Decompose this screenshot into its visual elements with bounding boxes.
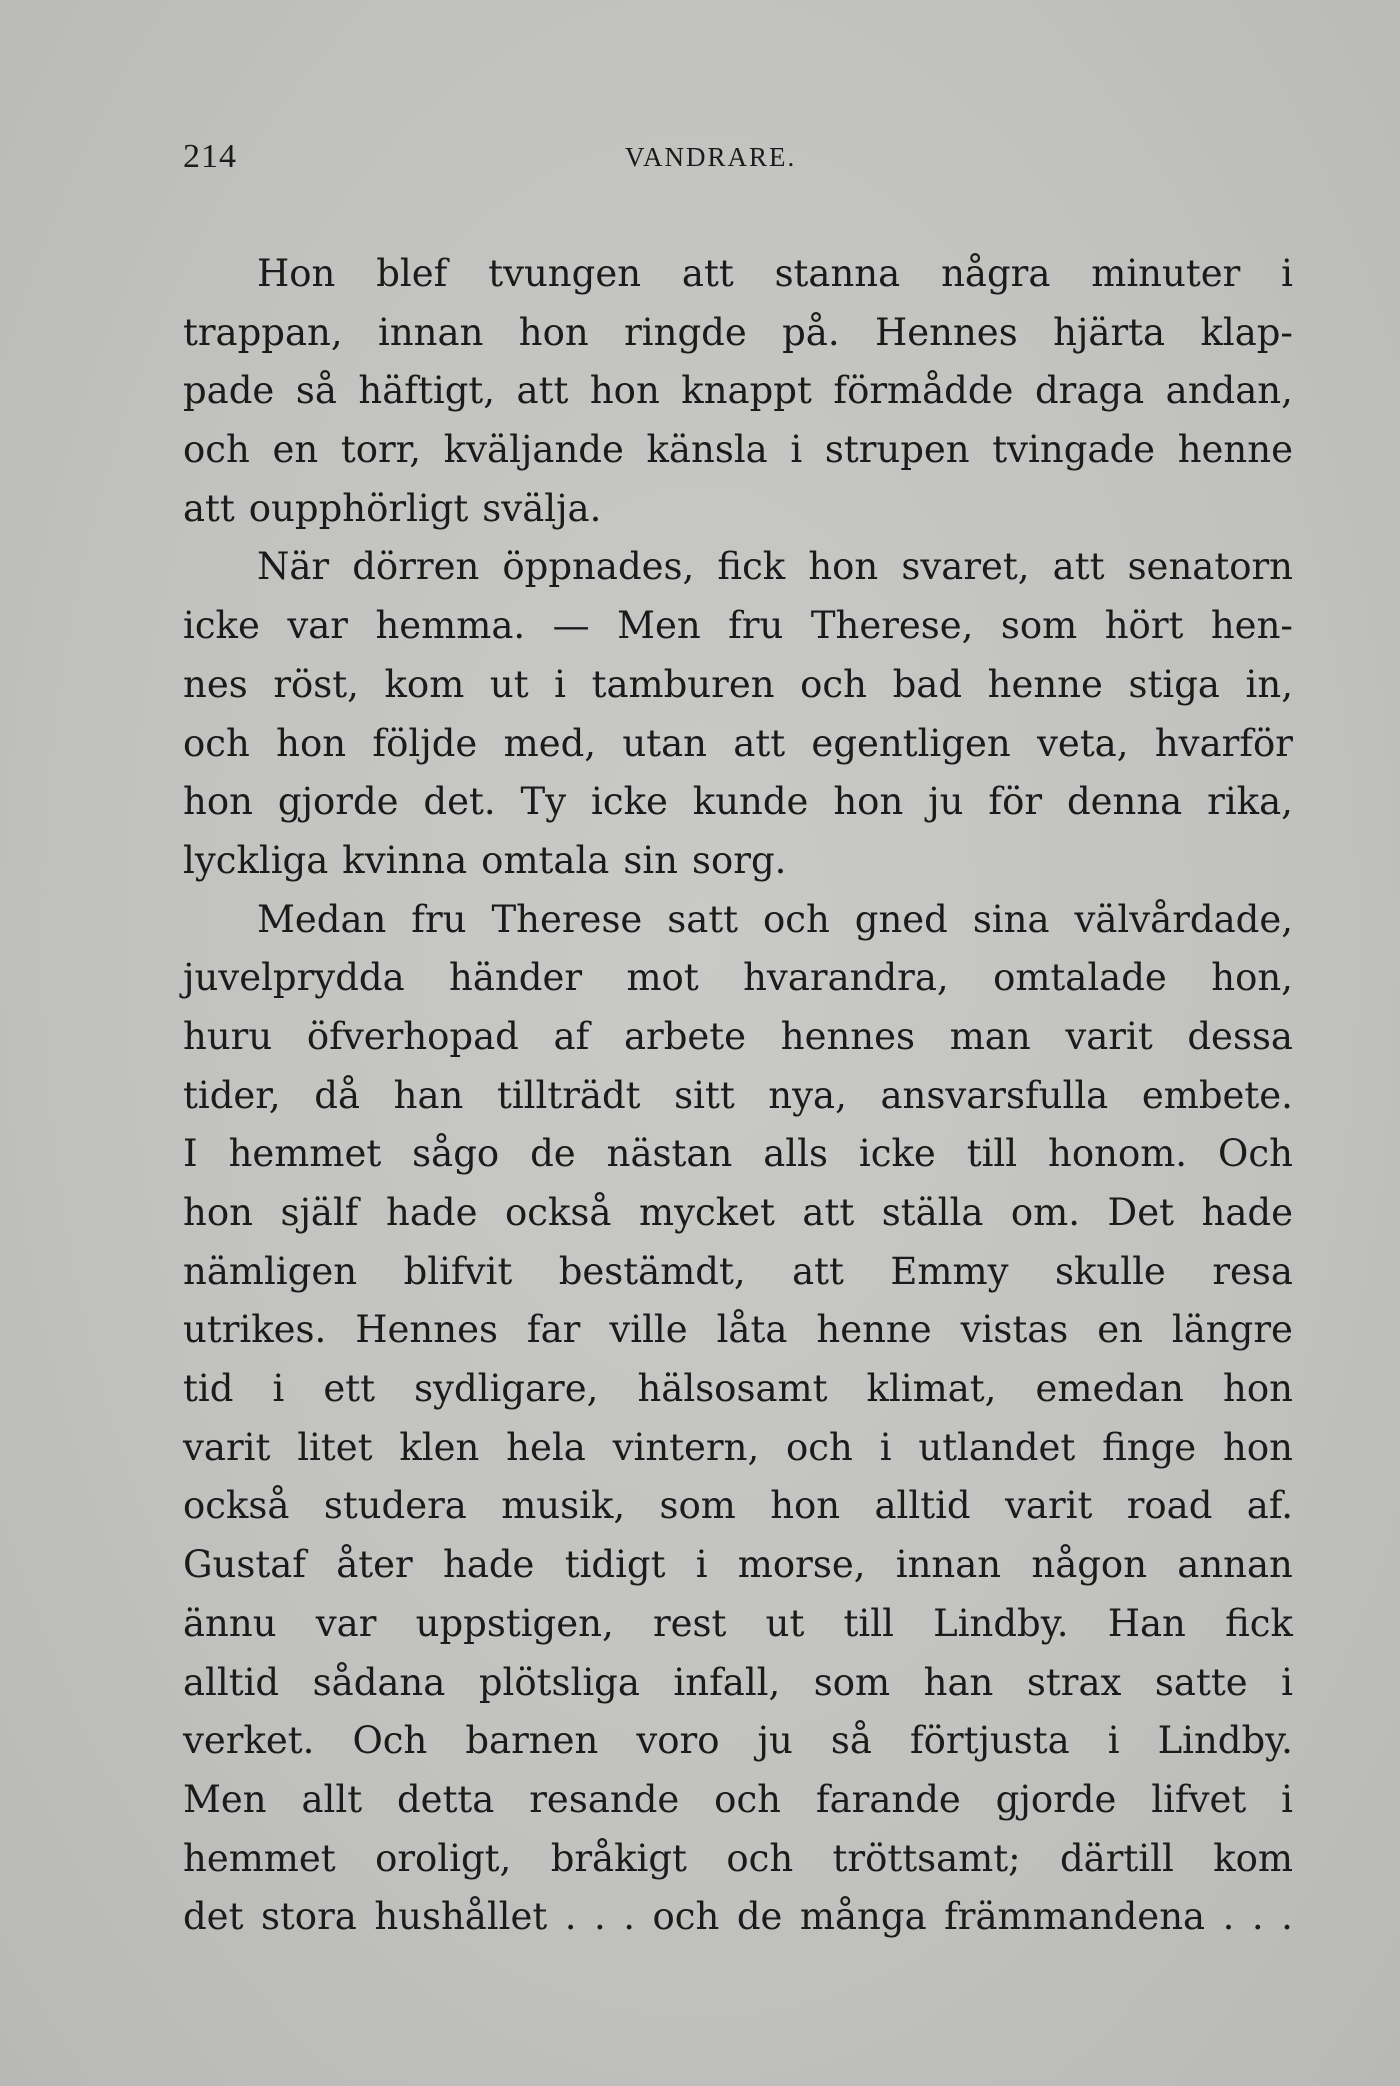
text-line: [183, 715, 1293, 774]
word: skulle: [1055, 1249, 1166, 1293]
word: tvungen: [488, 252, 642, 295]
word: bråkigt: [550, 1836, 687, 1880]
word: juvelprydda: [183, 956, 405, 1000]
word: ut: [765, 1601, 805, 1645]
word: studera: [323, 1484, 467, 1528]
word: lyckliga: [183, 838, 329, 882]
word: några: [941, 252, 1051, 295]
word: rest: [652, 1601, 727, 1645]
word: tid: [183, 1367, 234, 1411]
running-head: [183, 138, 1293, 178]
word: i: [1281, 1660, 1293, 1704]
word: ännu: [183, 1601, 277, 1645]
word: fick: [717, 545, 786, 589]
word: Lindby.: [933, 1601, 1069, 1645]
word: finge: [1102, 1425, 1197, 1469]
word: Och: [1218, 1132, 1293, 1176]
word: road: [1126, 1484, 1213, 1528]
word: ut: [489, 662, 529, 706]
word: kvinna: [342, 838, 468, 882]
word: hade: [1201, 1191, 1293, 1234]
word: hon: [833, 780, 904, 824]
word: innan: [378, 310, 484, 354]
word: också: [505, 1191, 612, 1234]
word: satt: [667, 897, 739, 941]
word: oupphörligt: [248, 486, 469, 530]
text-line: [183, 421, 1293, 480]
word: öppnades,: [502, 545, 695, 589]
word: verket.: [183, 1719, 315, 1763]
word: också: [183, 1484, 290, 1528]
text-line: [183, 362, 1293, 421]
text-line: [183, 1067, 1293, 1126]
word: att: [733, 721, 786, 765]
word: välvårdade,: [1074, 897, 1293, 941]
word: tröttsamt;: [832, 1836, 1021, 1880]
word: många: [799, 1895, 927, 1939]
word: utan: [622, 721, 707, 765]
word: klap-: [1200, 310, 1293, 354]
word: stanna: [774, 252, 901, 295]
word: så: [830, 1719, 872, 1763]
word: icke: [591, 780, 668, 824]
word: gjorde: [277, 780, 399, 824]
word: de: [530, 1132, 576, 1176]
text-line: [183, 949, 1293, 1008]
word: följde: [372, 721, 478, 765]
word: henne: [987, 662, 1103, 706]
word: som: [659, 1484, 736, 1528]
word: varit: [183, 1425, 271, 1469]
word: sådana: [312, 1660, 446, 1704]
word: på.: [782, 310, 840, 354]
word: hjärta: [1053, 310, 1166, 354]
text-line: [183, 656, 1293, 715]
word: ju: [757, 1719, 793, 1763]
word: i: [1107, 1719, 1120, 1763]
text-line: [183, 1477, 1293, 1536]
word: att: [183, 486, 235, 530]
word: allt: [301, 1777, 363, 1821]
word: musik,: [501, 1484, 626, 1528]
word: tvingade: [992, 428, 1156, 472]
word: —: [552, 604, 590, 648]
word: sydligare,: [414, 1367, 599, 1411]
word: denna: [1066, 780, 1183, 824]
word: alls: [763, 1132, 828, 1176]
word: resande: [529, 1777, 680, 1821]
word: var: [287, 604, 348, 648]
word: känsla: [646, 428, 768, 472]
word: sin: [623, 838, 679, 882]
word: ansvarsfulla: [880, 1073, 1109, 1117]
word: I: [183, 1132, 198, 1176]
word: hela: [506, 1425, 586, 1469]
word: Hon: [257, 252, 336, 295]
text-line: [183, 1654, 1293, 1713]
word: bad: [892, 662, 963, 706]
word: då: [314, 1073, 361, 1117]
text-line: [183, 891, 1293, 950]
word: stora: [260, 1895, 357, 1939]
word: dessa: [1187, 1014, 1293, 1058]
word: att: [681, 252, 734, 295]
word: hon: [183, 780, 253, 824]
text-line: [183, 538, 1293, 597]
word: för: [988, 780, 1043, 824]
word: varit: [1004, 1484, 1093, 1528]
word: sorg.: [692, 838, 787, 882]
word: tider,: [183, 1073, 281, 1117]
word: Medan: [257, 897, 387, 941]
text-line: [183, 1243, 1293, 1302]
word: öfverhopad: [306, 1014, 519, 1058]
word: förtjusta: [909, 1719, 1070, 1763]
word: i: [1281, 1777, 1293, 1821]
word: röst,: [273, 662, 359, 706]
word: hemma.: [375, 604, 526, 648]
word: i: [272, 1367, 285, 1411]
word: Lindby.: [1157, 1719, 1293, 1763]
word: henne: [1177, 428, 1293, 472]
word: emedan: [1035, 1367, 1184, 1411]
word: att: [792, 1249, 844, 1293]
word: händer: [449, 956, 583, 1000]
text-line: [183, 1536, 1293, 1595]
word: omtalade: [993, 956, 1167, 1000]
word: klen: [399, 1425, 480, 1469]
word: .: [1251, 1895, 1264, 1939]
word: ville: [609, 1308, 688, 1352]
word: blifvit: [403, 1249, 513, 1293]
word: hemmet: [228, 1132, 382, 1176]
word: litet: [297, 1425, 373, 1469]
word: kunde: [692, 780, 809, 824]
text-line: [183, 1125, 1293, 1184]
word: plötsliga: [478, 1660, 640, 1704]
word: hört: [1104, 604, 1184, 648]
word: som: [1000, 604, 1078, 648]
word: och: [786, 1425, 853, 1469]
word: ju: [928, 780, 964, 824]
word: .: [564, 1895, 577, 1939]
word: svälja.: [482, 486, 602, 530]
word: strax: [1026, 1660, 1122, 1704]
word: hälsosamt: [637, 1367, 828, 1411]
word: Emmy: [890, 1249, 1009, 1293]
word: hon: [770, 1484, 841, 1528]
word: hennes: [780, 1014, 916, 1058]
word: en: [272, 428, 319, 472]
word: hvarandra,: [743, 956, 949, 1000]
word: häftigt,: [358, 369, 496, 413]
word: låta: [716, 1308, 788, 1352]
word: alltid: [183, 1660, 280, 1704]
word: Han: [1107, 1601, 1186, 1645]
word: Men: [617, 604, 701, 648]
word: att: [802, 1191, 855, 1234]
word: utlandet: [918, 1425, 1076, 1469]
word: gjorde: [995, 1777, 1117, 1821]
text-line: [183, 1184, 1293, 1243]
word: nämligen: [183, 1249, 358, 1293]
word: till: [843, 1601, 894, 1645]
word: strupen: [824, 428, 970, 472]
word: sågo: [412, 1132, 500, 1176]
word: uppstigen,: [415, 1601, 614, 1645]
text-line: [183, 832, 1293, 891]
text-line: [183, 1830, 1293, 1889]
word: resa: [1212, 1249, 1293, 1293]
word: innan: [895, 1543, 1002, 1587]
text-line: [183, 245, 1293, 304]
word: hon: [1222, 1425, 1293, 1469]
word: i: [790, 428, 803, 472]
word: hade: [442, 1543, 535, 1587]
word: bestämdt,: [558, 1249, 746, 1293]
word: utrikes.: [183, 1308, 327, 1352]
word: ringde: [624, 310, 747, 354]
word: .: [623, 1895, 636, 1939]
word: fru: [411, 897, 467, 941]
word: mot: [626, 956, 699, 1000]
text-line: [183, 480, 1293, 539]
text-line: [183, 304, 1293, 363]
word: det: [183, 1895, 244, 1939]
word: ställa: [881, 1191, 984, 1234]
word: kväljande: [443, 428, 624, 472]
word: morse,: [737, 1543, 866, 1587]
word: alltid: [874, 1484, 971, 1528]
text-line: [183, 1419, 1293, 1478]
word: barnen: [465, 1719, 599, 1763]
word: han: [393, 1073, 464, 1117]
word: mycket: [639, 1191, 775, 1234]
word: hen-: [1210, 604, 1293, 648]
word: förmådde: [833, 369, 1014, 413]
word: ett: [323, 1367, 375, 1411]
word: nästan: [606, 1132, 733, 1176]
text-line: [183, 773, 1293, 832]
text-line: [183, 597, 1293, 656]
word: svaret,: [901, 545, 1030, 589]
word: .: [1281, 1895, 1293, 1939]
text-line: [183, 1301, 1293, 1360]
word: lifvet: [1151, 1777, 1247, 1821]
text-line: [183, 1595, 1293, 1654]
word: Det: [1107, 1191, 1174, 1234]
word: arbete: [623, 1014, 747, 1058]
word: man: [949, 1014, 1031, 1058]
word: tillträdt: [496, 1073, 641, 1117]
word: med,: [503, 721, 597, 765]
word: honom.: [1048, 1132, 1188, 1176]
page-number: 214: [183, 138, 237, 175]
word: stiga: [1128, 662, 1220, 706]
word: och: [800, 662, 867, 706]
word: senatorn: [1127, 545, 1293, 589]
word: huru: [183, 1014, 273, 1058]
word: .: [594, 1895, 606, 1939]
word: i: [695, 1543, 708, 1587]
word: omtala: [481, 838, 610, 882]
word: i: [1281, 252, 1293, 295]
word: han: [923, 1660, 994, 1704]
word: tidigt: [564, 1543, 666, 1587]
word: hon: [183, 1191, 253, 1234]
word: andan,: [1165, 369, 1293, 413]
word: var: [315, 1601, 377, 1645]
word: till: [966, 1132, 1018, 1176]
word: af.: [1246, 1484, 1293, 1528]
text-line: [183, 1360, 1293, 1419]
word: hon: [276, 721, 347, 765]
word: och: [714, 1777, 781, 1821]
word: klimat,: [866, 1367, 997, 1411]
word: Hennes: [874, 310, 1018, 354]
running-title: VANDRARE.: [625, 142, 797, 172]
word: pade: [183, 369, 275, 413]
word: far: [526, 1308, 581, 1352]
word: om.: [1010, 1191, 1081, 1234]
word: Ty: [520, 780, 567, 824]
word: vintern,: [612, 1425, 760, 1469]
word: och: [652, 1895, 720, 1939]
word: blef: [376, 252, 448, 295]
word: hemmet: [183, 1836, 336, 1880]
word: henne: [816, 1308, 932, 1352]
word: någon: [1031, 1543, 1148, 1587]
word: själf: [280, 1191, 359, 1234]
word: egentligen: [811, 721, 1011, 765]
word: Gustaf: [183, 1543, 306, 1587]
word: detta: [396, 1777, 495, 1821]
word: därtill: [1059, 1836, 1174, 1880]
word: de: [736, 1895, 783, 1939]
word: att: [1052, 545, 1105, 589]
word: och: [183, 428, 250, 472]
word: tamburen: [591, 662, 775, 706]
word: gned: [854, 897, 948, 941]
word: fru: [728, 604, 784, 648]
word: hon: [808, 545, 879, 589]
word: voro: [636, 1719, 720, 1763]
word: veta,: [1037, 721, 1129, 765]
word: in,: [1245, 662, 1293, 706]
word: en: [1097, 1308, 1143, 1352]
word: som: [813, 1660, 891, 1704]
text-line: [183, 1771, 1293, 1830]
word: Therese: [491, 897, 643, 941]
text-line: [183, 1712, 1293, 1771]
word: och: [726, 1836, 794, 1880]
word: sitt: [674, 1073, 735, 1117]
word: åter: [336, 1543, 413, 1587]
word: sina: [972, 897, 1050, 941]
word: Therese,: [810, 604, 974, 648]
word: annan: [1177, 1543, 1293, 1587]
word: .: [1222, 1895, 1235, 1939]
word: det.: [423, 780, 496, 824]
word: Hennes: [355, 1308, 498, 1352]
word: fick: [1225, 1601, 1293, 1645]
word: hon: [518, 310, 589, 354]
word: Och: [352, 1719, 428, 1763]
word: och: [183, 721, 250, 765]
word: embete.: [1141, 1073, 1293, 1117]
word: kom: [1213, 1836, 1293, 1880]
word: knappt: [681, 369, 812, 413]
word: torr,: [340, 428, 422, 472]
word: hade: [386, 1191, 478, 1234]
word: att: [516, 369, 569, 413]
word: hon: [1222, 1367, 1293, 1411]
word: och: [763, 897, 830, 941]
word: så: [295, 369, 337, 413]
word: trappan,: [183, 310, 343, 354]
text-line: [183, 1888, 1293, 1947]
word: varit: [1065, 1014, 1153, 1058]
word: längre: [1171, 1308, 1293, 1352]
word: minuter: [1091, 252, 1241, 295]
word: icke: [183, 604, 260, 648]
word: rika,: [1207, 780, 1293, 824]
word: oroligt,: [375, 1836, 512, 1880]
word: hvarför: [1154, 721, 1293, 765]
word: dörren: [352, 545, 480, 589]
word: hon,: [1211, 956, 1293, 1000]
word: draga: [1034, 369, 1145, 413]
word: kom: [384, 662, 465, 706]
body-text: [183, 245, 1293, 1947]
word: icke: [858, 1132, 936, 1176]
word: nya,: [768, 1073, 847, 1117]
word: i: [879, 1425, 892, 1469]
word: farande: [815, 1777, 961, 1821]
word: satte: [1154, 1660, 1248, 1704]
word: När: [257, 545, 330, 589]
word: vistas: [960, 1308, 1069, 1352]
word: främmandena: [944, 1895, 1206, 1939]
word: hon: [589, 369, 660, 413]
word: Men: [183, 1777, 267, 1821]
word: infall,: [673, 1660, 781, 1704]
word: i: [554, 662, 567, 706]
word: nes: [183, 662, 248, 706]
text-line: [183, 1008, 1293, 1067]
word: af: [553, 1014, 590, 1058]
word: hushållet: [374, 1895, 548, 1939]
